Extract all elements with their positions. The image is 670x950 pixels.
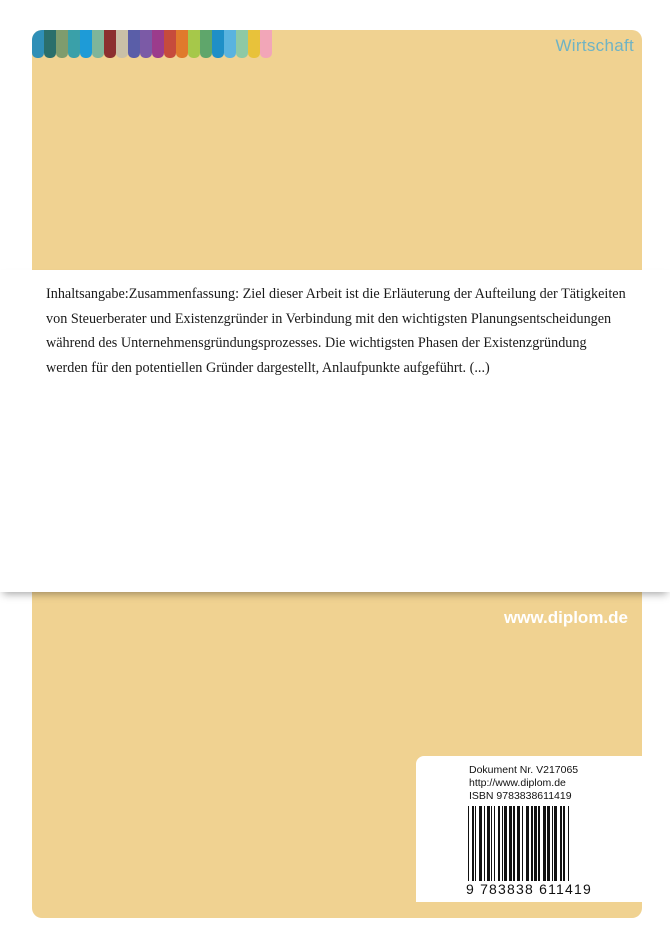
description-band <box>0 270 670 592</box>
color-stripes <box>32 30 272 58</box>
barcode-bar <box>472 806 474 881</box>
color-stripe <box>128 30 140 58</box>
color-stripe <box>152 30 164 58</box>
color-stripe <box>236 30 248 58</box>
color-stripe <box>140 30 152 58</box>
color-stripe <box>116 30 128 58</box>
barcode-bar <box>502 806 503 881</box>
publisher-website[interactable]: www.diplom.de <box>503 608 628 627</box>
color-stripe <box>212 30 224 58</box>
color-stripe <box>260 30 272 58</box>
barcode-bar <box>475 806 476 881</box>
document-url: http://www.diplom.de <box>469 777 566 789</box>
color-stripe <box>164 30 176 58</box>
barcode-digits: 9 783838 611419 <box>466 881 592 897</box>
barcode-bar <box>560 806 562 881</box>
color-stripe <box>80 30 92 58</box>
color-stripe <box>176 30 188 58</box>
barcode-bar <box>487 806 490 881</box>
barcode-bar <box>543 806 546 881</box>
barcode-bar <box>504 806 507 881</box>
barcode-bar <box>552 806 553 881</box>
description-text: Inhaltsangabe:Zusammenfassung: Ziel dieser Arbeit ist die Erläuterung der Aufteilung der Tätigkeiten von Steuerberater und Existenzgründer in Verbindung mit den wichtigsten Planungsentscheidungen während des Unternehmensgründungsprozesses. Die wichtigsten Phasen der Existenzgründung werden für den potentiellen Gründer dargestellt, Anlaufpunkte aufgeführt. (...) <box>46 286 626 376</box>
barcode-bar <box>568 806 569 881</box>
color-stripe <box>200 30 212 58</box>
color-stripe <box>248 30 260 58</box>
color-stripe <box>92 30 104 58</box>
category-label: Wirtschaft <box>555 36 634 55</box>
barcode-icon <box>466 806 594 881</box>
barcode-bar <box>468 806 469 881</box>
barcode-bar <box>526 806 529 881</box>
barcode-bar <box>554 806 557 881</box>
cover-top-panel <box>32 30 642 270</box>
barcode-bar <box>547 806 550 881</box>
barcode-bar <box>509 806 512 881</box>
barcode-bar <box>531 806 533 881</box>
barcode-bar <box>517 806 520 881</box>
barcode-bar <box>494 806 495 881</box>
barcode-bar <box>563 806 565 881</box>
cover-bottom-panel <box>32 592 642 918</box>
color-stripe <box>32 30 44 58</box>
barcode-bar <box>484 806 485 881</box>
color-stripe <box>104 30 116 58</box>
color-stripe <box>56 30 68 58</box>
barcode-bar <box>479 806 482 881</box>
barcode-box <box>416 756 642 902</box>
barcode-bar <box>498 806 500 881</box>
color-stripe <box>224 30 236 58</box>
document-number: Dokument Nr. V217065 <box>469 764 579 776</box>
isbn: ISBN 9783838611419 <box>469 790 572 802</box>
barcode-bar <box>538 806 540 881</box>
barcode-bar <box>491 806 492 881</box>
barcode-bar <box>522 806 523 881</box>
barcode-bar <box>534 806 537 881</box>
color-stripe <box>68 30 80 58</box>
color-stripe <box>188 30 200 58</box>
barcode-bar <box>513 806 515 881</box>
color-stripe <box>44 30 56 58</box>
